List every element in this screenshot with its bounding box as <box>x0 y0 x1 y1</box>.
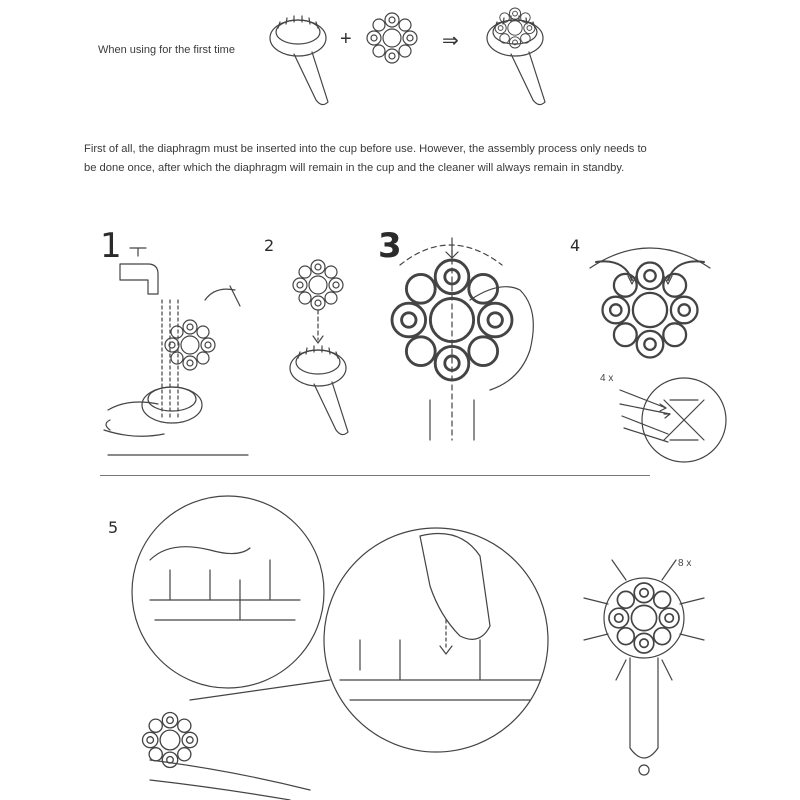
step-1-illustration <box>104 248 248 455</box>
cup-illustration <box>270 16 328 105</box>
step-5-illustration <box>132 496 704 800</box>
step-4-illustration <box>590 248 726 462</box>
plus-sign: + <box>340 28 352 50</box>
step-3-number: 3 <box>378 226 402 266</box>
paragraph-line-1: First of all, the diaphragm must be inserted into the cup before use. However, the assembly process only needs to <box>84 143 647 155</box>
first-time-caption: When using for the first time <box>98 44 235 56</box>
paragraph-line-2: be done once, after which the diaphragm will remain in the cup and the cleaner will always remain in standby. <box>84 162 625 174</box>
step-2-illustration <box>290 260 348 435</box>
step-5-number: 5 <box>108 518 119 537</box>
step-3-illustration <box>392 238 533 440</box>
four-x-label: 4 x <box>600 373 614 384</box>
assembled-illustration <box>487 8 545 105</box>
step-5-detail-right <box>324 528 548 752</box>
step-4-number: 4 <box>570 236 581 255</box>
step-5-detail-left <box>132 496 324 688</box>
diaphragm-illustration <box>367 13 417 63</box>
step-2-number: 2 <box>264 236 275 255</box>
eight-x-label: 8 x <box>678 558 692 569</box>
step-1-number: 1 <box>100 226 122 266</box>
result-arrow: ⇒ <box>442 30 459 52</box>
